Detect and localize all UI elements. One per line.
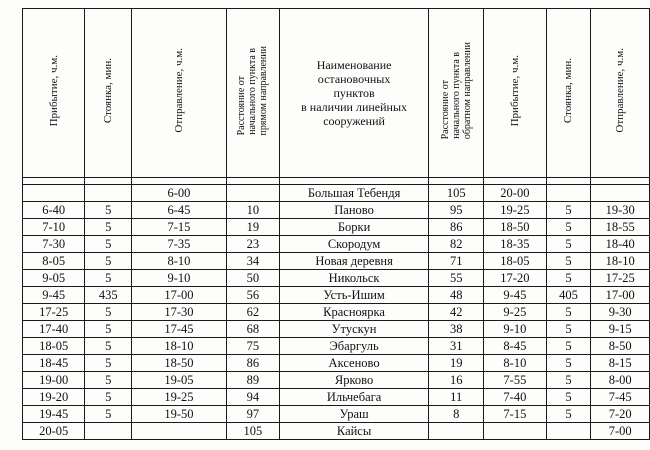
cell-stop-forward: 5 — [85, 355, 132, 372]
cell-stop-forward: 5 — [85, 270, 132, 287]
cell-departure-forward: 18-50 — [132, 355, 227, 372]
cell-distance-forward: 75 — [226, 338, 279, 355]
cell-stop-name: Борки — [279, 219, 428, 236]
table-row — [23, 406, 650, 423]
cell-stop-name: Ураш — [279, 406, 428, 423]
cell-departure-forward: 19-25 — [132, 389, 227, 406]
cell-arrival-back: 20-00 — [484, 185, 546, 202]
cell-stop-back: 5 — [546, 338, 591, 355]
table-row — [23, 423, 650, 440]
cell-arrival-forward: 7-30 — [23, 236, 85, 253]
cell-stop-back: 5 — [546, 202, 591, 219]
cell-stop-name: Аксеново — [279, 355, 428, 372]
cell-stop-forward: 5 — [85, 406, 132, 423]
cell-arrival-forward: 20-05 — [23, 423, 85, 440]
header-spacer-row — [23, 178, 650, 185]
cell-departure-forward: 8-10 — [132, 253, 227, 270]
cell-departure-back: 18-40 — [591, 236, 650, 253]
cell-distance-forward: 50 — [226, 270, 279, 287]
cell-stop-name: Усть-Ишим — [279, 287, 428, 304]
cell-arrival-back: 18-35 — [484, 236, 546, 253]
cell-stop-name: Скородум — [279, 236, 428, 253]
cell-distance-back: 71 — [429, 253, 484, 270]
cell-stop-forward: 5 — [85, 389, 132, 406]
cell-departure-forward: 17-00 — [132, 287, 227, 304]
cell-stop-name: Эбаргуль — [279, 338, 428, 355]
header-stop-back: Стоянка, мин. — [546, 9, 591, 178]
cell-arrival-back: 18-50 — [484, 219, 546, 236]
table-row — [23, 253, 650, 270]
cell-stop-back: 5 — [546, 389, 591, 406]
cell-distance-back: 42 — [429, 304, 484, 321]
cell-stop-back: 405 — [546, 287, 591, 304]
cell-stop-name: Ярково — [279, 372, 428, 389]
cell-departure-back — [591, 185, 650, 202]
timetable-body — [23, 185, 650, 440]
header-arrival-back: Прибытие, ч.м. — [484, 9, 546, 178]
cell-departure-forward: 19-05 — [132, 372, 227, 389]
header-distance-back: Расстояние отначального пункта вобратном направлении — [429, 9, 484, 178]
cell-arrival-forward — [23, 185, 85, 202]
cell-distance-forward: 68 — [226, 321, 279, 338]
cell-arrival-forward: 7-10 — [23, 219, 85, 236]
cell-distance-forward: 19 — [226, 219, 279, 236]
cell-stop-back: 5 — [546, 253, 591, 270]
cell-arrival-forward: 9-05 — [23, 270, 85, 287]
cell-departure-back: 18-10 — [591, 253, 650, 270]
cell-distance-forward — [226, 185, 279, 202]
cell-departure-forward: 6-45 — [132, 202, 227, 219]
cell-arrival-back: 7-55 — [484, 372, 546, 389]
header-departure-back: Отправление, ч.м. — [591, 9, 650, 178]
cell-distance-back: 11 — [429, 389, 484, 406]
cell-departure-forward: 17-45 — [132, 321, 227, 338]
cell-distance-forward: 10 — [226, 202, 279, 219]
cell-stop-name: Ильчебага — [279, 389, 428, 406]
cell-arrival-back: 19-25 — [484, 202, 546, 219]
cell-distance-forward: 105 — [226, 423, 279, 440]
cell-departure-forward: 17-30 — [132, 304, 227, 321]
cell-distance-forward: 34 — [226, 253, 279, 270]
cell-stop-name: Паново — [279, 202, 428, 219]
cell-distance-forward: 56 — [226, 287, 279, 304]
table-row — [23, 321, 650, 338]
cell-stop-name: Утускун — [279, 321, 428, 338]
cell-stop-back — [546, 423, 591, 440]
cell-departure-back: 8-00 — [591, 372, 650, 389]
cell-arrival-back: 7-40 — [484, 389, 546, 406]
cell-arrival-forward: 17-25 — [23, 304, 85, 321]
cell-distance-back: 95 — [429, 202, 484, 219]
header-row — [23, 9, 650, 178]
cell-stop-back: 5 — [546, 321, 591, 338]
cell-distance-forward: 86 — [226, 355, 279, 372]
cell-arrival-forward: 19-20 — [23, 389, 85, 406]
cell-distance-back: 86 — [429, 219, 484, 236]
cell-stop-name: Красноярка — [279, 304, 428, 321]
table-row — [23, 389, 650, 406]
cell-departure-back: 17-00 — [591, 287, 650, 304]
cell-distance-forward: 94 — [226, 389, 279, 406]
header-stop-name: Наименование остановочных пунктов в наличии линейных сооружений — [279, 9, 428, 178]
cell-stop-forward: 5 — [85, 304, 132, 321]
cell-distance-back: 48 — [429, 287, 484, 304]
cell-departure-forward: 7-35 — [132, 236, 227, 253]
cell-arrival-back: 9-10 — [484, 321, 546, 338]
cell-arrival-forward: 18-45 — [23, 355, 85, 372]
table-row — [23, 270, 650, 287]
cell-arrival-back: 9-45 — [484, 287, 546, 304]
cell-distance-back: 8 — [429, 406, 484, 423]
cell-departure-forward — [132, 423, 227, 440]
cell-arrival-back — [484, 423, 546, 440]
cell-stop-forward: 5 — [85, 202, 132, 219]
cell-departure-back: 7-45 — [591, 389, 650, 406]
cell-departure-back: 17-25 — [591, 270, 650, 287]
cell-arrival-forward: 17-40 — [23, 321, 85, 338]
cell-departure-forward: 6-00 — [132, 185, 227, 202]
cell-stop-back: 5 — [546, 236, 591, 253]
cell-departure-forward: 19-50 — [132, 406, 227, 423]
cell-departure-back: 7-20 — [591, 406, 650, 423]
timetable — [22, 8, 650, 440]
cell-departure-forward: 18-10 — [132, 338, 227, 355]
cell-arrival-forward: 19-00 — [23, 372, 85, 389]
cell-distance-back — [429, 423, 484, 440]
cell-departure-forward: 9-10 — [132, 270, 227, 287]
table-row — [23, 355, 650, 372]
cell-stop-back: 5 — [546, 355, 591, 372]
cell-stop-back — [546, 185, 591, 202]
cell-stop-forward: 435 — [85, 287, 132, 304]
cell-arrival-back: 8-10 — [484, 355, 546, 372]
cell-departure-back: 18-55 — [591, 219, 650, 236]
cell-distance-back: 105 — [429, 185, 484, 202]
cell-arrival-back: 18-05 — [484, 253, 546, 270]
cell-arrival-back: 9-25 — [484, 304, 546, 321]
cell-distance-back: 19 — [429, 355, 484, 372]
header-departure-forward: Отправление, ч.м. — [132, 9, 227, 178]
cell-stop-name: Большая Тебендя — [279, 185, 428, 202]
cell-distance-back: 31 — [429, 338, 484, 355]
table-row — [23, 338, 650, 355]
cell-stop-forward: 5 — [85, 219, 132, 236]
cell-stop-forward: 5 — [85, 236, 132, 253]
table-row — [23, 202, 650, 219]
cell-arrival-back: 17-20 — [484, 270, 546, 287]
cell-arrival-forward: 9-45 — [23, 287, 85, 304]
header-arrival-forward: Прибытие, ч.м. — [23, 9, 85, 178]
cell-departure-back: 9-15 — [591, 321, 650, 338]
header-stop-forward: Стоянка, мин. — [85, 9, 132, 178]
cell-departure-forward: 7-15 — [132, 219, 227, 236]
cell-distance-back: 82 — [429, 236, 484, 253]
cell-stop-forward: 5 — [85, 321, 132, 338]
cell-distance-back: 16 — [429, 372, 484, 389]
cell-distance-forward: 23 — [226, 236, 279, 253]
header-distance-forward: Расстояние отначального пункта впрямом направлении — [226, 9, 279, 178]
cell-stop-forward: 5 — [85, 253, 132, 270]
cell-stop-back: 5 — [546, 406, 591, 423]
cell-stop-forward — [85, 185, 132, 202]
cell-arrival-back: 8-45 — [484, 338, 546, 355]
cell-departure-back: 19-30 — [591, 202, 650, 219]
cell-distance-back: 55 — [429, 270, 484, 287]
cell-departure-back: 7-00 — [591, 423, 650, 440]
cell-arrival-forward: 19-45 — [23, 406, 85, 423]
cell-stop-forward: 5 — [85, 338, 132, 355]
cell-departure-back: 8-15 — [591, 355, 650, 372]
table-row — [23, 236, 650, 253]
cell-stop-back: 5 — [546, 219, 591, 236]
cell-stop-forward: 5 — [85, 372, 132, 389]
cell-arrival-forward: 8-05 — [23, 253, 85, 270]
cell-stop-back: 5 — [546, 270, 591, 287]
cell-distance-forward: 62 — [226, 304, 279, 321]
cell-arrival-forward: 6-40 — [23, 202, 85, 219]
table-row — [23, 219, 650, 236]
cell-arrival-back: 7-15 — [484, 406, 546, 423]
table-row — [23, 304, 650, 321]
cell-stop-back: 5 — [546, 304, 591, 321]
cell-departure-back: 8-50 — [591, 338, 650, 355]
cell-distance-forward: 97 — [226, 406, 279, 423]
cell-stop-forward — [85, 423, 132, 440]
table-row — [23, 185, 650, 202]
cell-arrival-forward: 18-05 — [23, 338, 85, 355]
cell-stop-name: Кайсы — [279, 423, 428, 440]
cell-stop-name: Никольск — [279, 270, 428, 287]
cell-departure-back: 9-30 — [591, 304, 650, 321]
cell-distance-forward: 89 — [226, 372, 279, 389]
cell-stop-name: Новая деревня — [279, 253, 428, 270]
cell-stop-back: 5 — [546, 372, 591, 389]
table-row — [23, 372, 650, 389]
table-row — [23, 287, 650, 304]
cell-distance-back: 38 — [429, 321, 484, 338]
